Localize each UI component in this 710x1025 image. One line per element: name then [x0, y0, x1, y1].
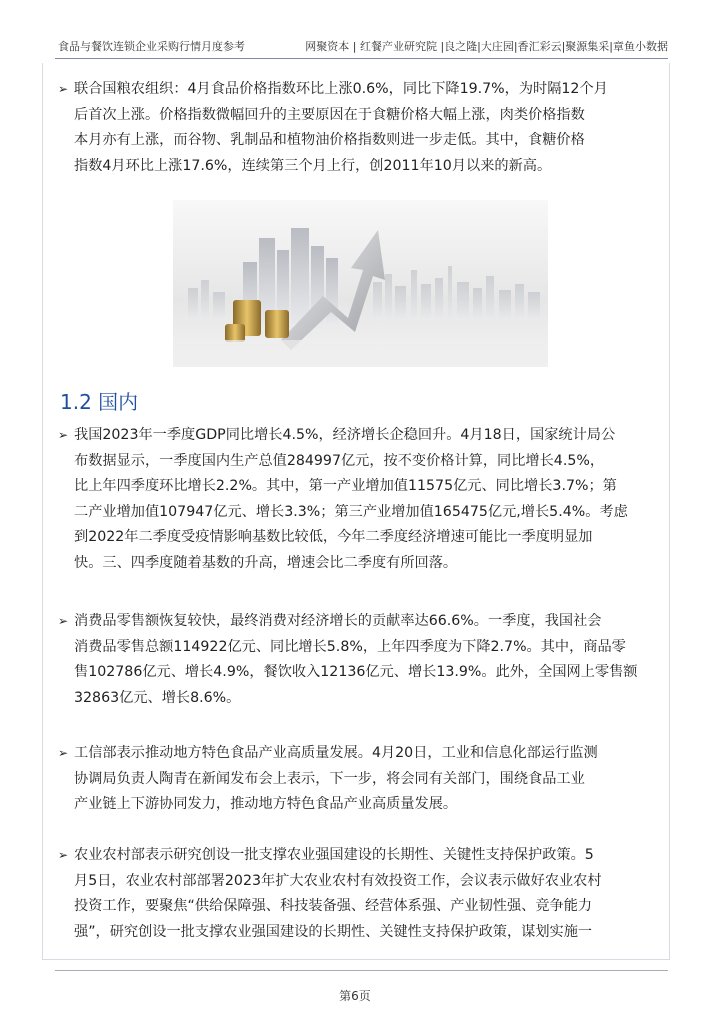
paragraph-line: 布数据显示，一季度国内生产总值284997亿元，按不变价格计算，同比增长4.5%，	[74, 452, 605, 469]
bullet-arrow-icon: ➢	[58, 848, 69, 862]
bullet-arrow-icon: ➢	[58, 82, 69, 96]
paragraph-line: 投资工作，要聚焦“供给保障强、科技装备强、经营体系强、产业韧性强、竞争能力	[74, 898, 593, 914]
paragraph-line: 强”，研究创设一批支撑农业强国建设的长期性、关键性支持保护政策，谋划实施一	[74, 923, 593, 940]
header-organizations: 网聚资本 | 红餐产业研究院 |良之隆|大庄园|香汇彩云|聚源集采|章鱼小数据	[305, 40, 668, 53]
paragraph-line: 产业链上下游协同发力，推动地方特色食品产业高质量发展。	[74, 796, 458, 812]
paragraph-line: 比上年四季度环比增长2.2%。其中，第一产业增加值11575亿元、同比增长3.7%；第	[74, 478, 617, 494]
page-header	[58, 38, 668, 54]
paragraph-line: 二产业增加值107947亿元、增长3.3%；第三产业增加值165475亿元,增长5.4%。考虑	[74, 503, 628, 520]
paragraph-line: 指数4月环比上涨17.6%，连续第三个月上行，创2011年10月以来的新高。	[74, 157, 552, 174]
bullet-paragraph-fao	[58, 77, 658, 179]
paragraph-line: 协调局负责人陶青在新闻发布会上表示，下一步，将会同有关部门，围绕食品工业	[74, 770, 585, 787]
paragraph-line: 联合国粮农组织：4月食品价格指数环比上涨0.6%，同比下降19.7%，为时隔12个月	[74, 81, 608, 97]
footer-divider	[55, 970, 668, 971]
paragraph-line: 本月亦有上涨，而谷物、乳制品和植物油价格指数则进一步走低。其中，食糖价格	[74, 132, 585, 148]
paragraph-line: 到2022年二季度受疫情影响基数比较低，今年二季度经济增速可能比一季度明显加	[74, 529, 593, 545]
bullet-paragraph-agriculture	[58, 843, 658, 945]
skyline-growth-image	[173, 200, 548, 367]
paragraph-line: 快。三、四季度随着基数的升高，增速会比二季度有所回落。	[74, 554, 458, 571]
paragraph-line: 32863亿元、增长8.6%。	[74, 689, 241, 706]
bullet-paragraph-miit	[58, 741, 658, 818]
paragraph-line: 工信部表示推动地方特色食品产业高质量发展。4月20日，工业和信息化部运行监测	[74, 745, 598, 761]
paragraph-line: 后首次上涨。价格指数微幅回升的主要原因在于食糖价格大幅上涨，肉类价格指数	[74, 106, 585, 123]
paragraph-line: 售102786亿元、增长4.9%，餐饮收入12136亿元、增长13.9%。此外，全国网上零售额	[74, 664, 638, 680]
section-heading-domestic: 1.2 国内	[60, 390, 139, 414]
paragraph-line: 农业农村部表示研究创设一批支撑农业强国建设的长期性、关键性支持保护政策。5	[74, 847, 594, 863]
bullet-arrow-icon: ➢	[58, 428, 69, 442]
paragraph-line: 我国2023年一季度GDP同比增长4.5%，经济增长企稳回升。4月18日，国家统计局公	[74, 427, 616, 443]
page-number: 第6页	[339, 989, 371, 1003]
header-report-title: 食品与餐饮连锁企业采购行情月度参考	[58, 40, 245, 53]
paragraph-line: 月5日，农业农村部部署2023年扩大农业农村有效投资工作，会议表示做好农业农村	[74, 872, 602, 889]
bullet-arrow-icon: ➢	[58, 614, 69, 628]
bullet-arrow-icon: ➢	[58, 746, 69, 760]
bullet-paragraph-retail	[58, 609, 658, 711]
header-divider	[55, 58, 668, 59]
paragraph-line: 消费品零售额恢复较快，最终消费对经济增长的贡献率达66.6%。一季度，我国社会	[74, 613, 602, 629]
paragraph-line: 消费品零售总额114922亿元、同比增长5.8%，上年四季度为下降2.7%。其中，商品零	[74, 638, 626, 655]
bullet-paragraph-gdp	[58, 423, 658, 576]
